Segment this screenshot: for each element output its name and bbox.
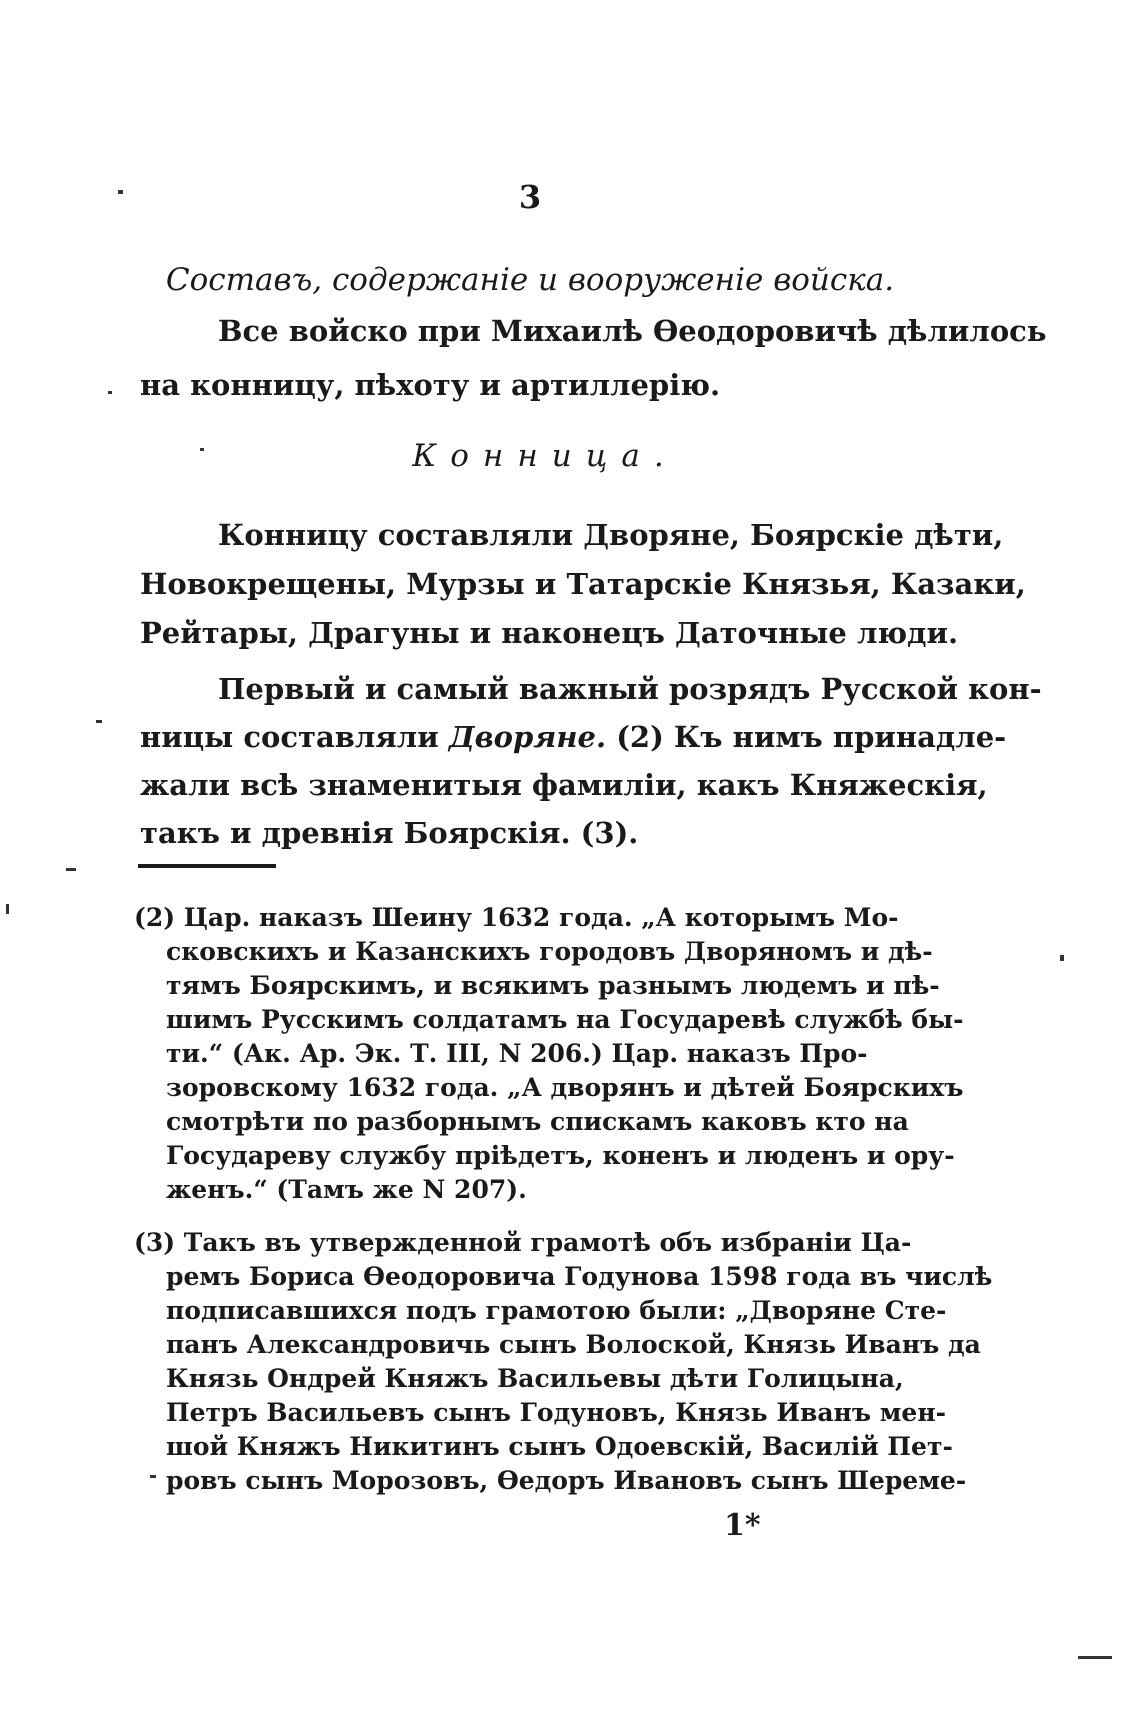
footnote2-line-1: (2) Цар. наказъ Шеину 1632 года. „А которымъ Мо- — [134, 903, 899, 932]
para2-line-3: жали всѣ знаменитыя фамиліи, какъ Княжескія, — [140, 768, 988, 802]
footnote3-line-6: Петръ Васильевъ сынъ Годуновъ, Князь Иванъ мен- — [166, 1398, 947, 1427]
scan-speck — [1060, 955, 1064, 961]
footnote3-line-4: панъ Александровичь сынъ Волоской, Князь Иванъ да — [166, 1330, 981, 1359]
scan-speck — [1078, 1656, 1112, 1659]
intro-line-2: на конницу, пѣхоту и артиллерію. — [140, 368, 721, 402]
section-heading: Составъ, содержаніе и вооруженіе войска. — [165, 262, 895, 298]
scan-speck — [200, 448, 204, 451]
para1-line-1: Конницу составляли Дворяне, Боярскіе дѣти, — [218, 518, 1004, 552]
scan-speck — [6, 904, 9, 914]
subheading: Конница. — [412, 438, 678, 474]
para1-line-3: Рейтары, Драгуны и наконецъ Даточные люди. — [140, 616, 959, 650]
scan-speck — [118, 190, 123, 194]
scan-speck — [108, 391, 112, 394]
footnote2-line-3: тямъ Боярскимъ, и всякимъ разнымъ людемъ и пѣ- — [166, 971, 940, 1000]
para2-line-1: Первый и самый важный розрядъ Русской кон- — [218, 672, 1042, 706]
footnote3-line-8: ровъ сынъ Морозовъ, Ѳедоръ Ивановъ сынъ Шереме- — [166, 1466, 967, 1495]
para2-line-4: такъ и древнія Боярскія. (3). — [140, 816, 639, 850]
para2-line-2 — [140, 720, 1006, 754]
footnote2-line-4: шимъ Русскимъ солдатамъ на Государевѣ службѣ бы- — [166, 1005, 964, 1034]
footnote3-line-1: (3) Такъ въ утвержденной грамотѣ объ избраніи Ца- — [134, 1228, 912, 1257]
footnote-separator — [138, 864, 276, 868]
footnote2-line-9: женъ.“ (Тамъ же N 207). — [166, 1175, 527, 1204]
footnote3-line-2: ремъ Бориса Ѳеодоровича Годунова 1598 года въ числѣ — [166, 1262, 993, 1291]
footnote3-line-5: Князь Ондрей Княжъ Васильевы дѣти Голицына, — [166, 1364, 904, 1393]
footnote2-line-2: сковскихъ и Казанскихъ городовъ Дворяномъ и дѣ- — [166, 937, 933, 966]
intro-line-1: Все войско при Михаилѣ Ѳеодоровичѣ дѣлилось — [218, 314, 1047, 348]
scan-speck — [96, 720, 102, 723]
footnote2-line-6: зоровскому 1632 года. „А дворянъ и дѣтей Боярскихъ — [166, 1073, 964, 1102]
footnote2-line-8: Государеву службу пріѣдетъ, коненъ и люденъ и ору- — [166, 1141, 955, 1170]
para1-line-2: Новокрещены, Мурзы и Татарскіе Князья, Казаки, — [140, 567, 1026, 601]
para2-line-2-after: (2) Къ нимъ принадле- — [616, 720, 1007, 754]
footnote3-line-3: подписавшихся подъ грамотою были: „Дворяне Сте- — [166, 1296, 947, 1325]
scan-speck — [150, 1475, 156, 1478]
scan-speck — [66, 868, 76, 871]
footnote3-line-7: шой Княжъ Никитинъ сынъ Одоевскій, Василій Пет- — [166, 1432, 953, 1461]
para2-line-2-before: ницы составляли — [140, 720, 439, 754]
footnote2-line-7: смотрѣти по разборнымъ спискамъ каковъ кто на — [166, 1107, 909, 1136]
page-number: 3 — [518, 178, 542, 216]
para2-line-2-italic: Дворяне. — [448, 720, 607, 754]
signature-mark: 1* — [724, 1508, 761, 1543]
footnote2-line-5: ти.“ (Ак. Ар. Эк. Т. III, N 206.) Цар. наказъ Про- — [166, 1039, 868, 1068]
